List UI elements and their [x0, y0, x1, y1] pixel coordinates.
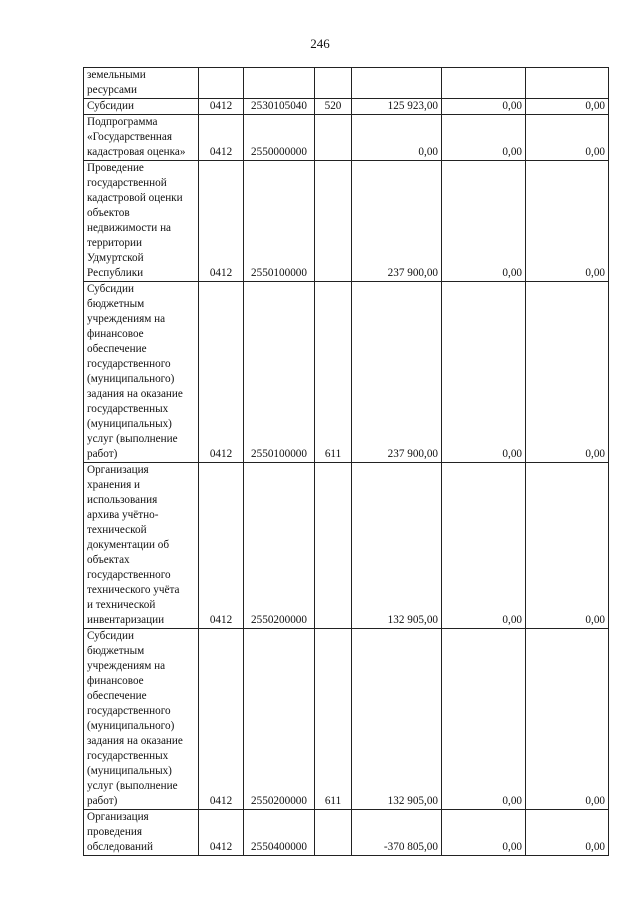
expense-type-code: 611 [315, 629, 352, 810]
expense-type-code [315, 161, 352, 282]
row-name: земельными ресурсами [84, 68, 199, 99]
amount-col6: 0,00 [442, 99, 526, 115]
table-row [84, 810, 609, 856]
amount: 237 900,00 [352, 282, 442, 463]
amount-col7: 0,00 [526, 810, 609, 856]
table-row [84, 115, 609, 161]
section-code: 0412 [199, 629, 244, 810]
amount-col7: 0,00 [526, 629, 609, 810]
amount: 0,00 [352, 115, 442, 161]
target-code: 2550100000 [244, 282, 315, 463]
table-row [84, 99, 609, 115]
target-code: 2550000000 [244, 115, 315, 161]
target-code: 2550200000 [244, 629, 315, 810]
amount-col6: 0,00 [442, 810, 526, 856]
amount-col6 [442, 68, 526, 99]
amount-col7: 0,00 [526, 99, 609, 115]
amount: 132 905,00 [352, 463, 442, 629]
row-name: Субсидии [84, 99, 199, 115]
amount [352, 68, 442, 99]
table-row [84, 282, 609, 463]
expense-type-code [315, 115, 352, 161]
target-code [244, 68, 315, 99]
row-name: Субсидии бюджетным учреждениям на финансовое обеспечение государственного (муниципального) задания на оказание государственных (муниципальных) услуг (выполнение работ) [84, 629, 199, 810]
section-code: 0412 [199, 282, 244, 463]
section-code: 0412 [199, 463, 244, 629]
section-code: 0412 [199, 115, 244, 161]
amount-col7: 0,00 [526, 282, 609, 463]
amount: 125 923,00 [352, 99, 442, 115]
row-name: Подпрограмма «Государственная кадастровая оценка» [84, 115, 199, 161]
amount-col6: 0,00 [442, 115, 526, 161]
amount-col6: 0,00 [442, 629, 526, 810]
row-name: Организация хранения и использования архива учётно- технической документации об объектах государственного технического учёта и технической инвентаризации [84, 463, 199, 629]
section-code: 0412 [199, 810, 244, 856]
amount-col6: 0,00 [442, 282, 526, 463]
target-code: 2550100000 [244, 161, 315, 282]
table-row [84, 629, 609, 810]
amount-col6: 0,00 [442, 463, 526, 629]
amount-col6: 0,00 [442, 161, 526, 282]
expense-type-code: 611 [315, 282, 352, 463]
amount-col7: 0,00 [526, 161, 609, 282]
amount-col7: 0,00 [526, 463, 609, 629]
expense-type-code: 520 [315, 99, 352, 115]
page-number: 246 [310, 36, 330, 51]
budget-table [83, 67, 609, 856]
expense-type-code [315, 463, 352, 629]
amount: -370 805,00 [352, 810, 442, 856]
row-name: Проведение государственной кадастровой оценки объектов недвижимости на территории Удмуртской Республики [84, 161, 199, 282]
amount-col7: 0,00 [526, 115, 609, 161]
target-code: 2550400000 [244, 810, 315, 856]
section-code [199, 68, 244, 99]
target-code: 2530105040 [244, 99, 315, 115]
row-name: Субсидии бюджетным учреждениям на финансовое обеспечение государственного (муниципального) задания на оказание государственных (муниципальных) услуг (выполнение работ) [84, 282, 199, 463]
expense-type-code [315, 68, 352, 99]
amount: 237 900,00 [352, 161, 442, 282]
section-code: 0412 [199, 161, 244, 282]
table-row [84, 68, 609, 99]
expense-type-code [315, 810, 352, 856]
amount-col7 [526, 68, 609, 99]
row-name: Организация проведения обследований [84, 810, 199, 856]
section-code: 0412 [199, 99, 244, 115]
target-code: 2550200000 [244, 463, 315, 629]
table-row [84, 463, 609, 629]
table-row [84, 161, 609, 282]
amount: 132 905,00 [352, 629, 442, 810]
